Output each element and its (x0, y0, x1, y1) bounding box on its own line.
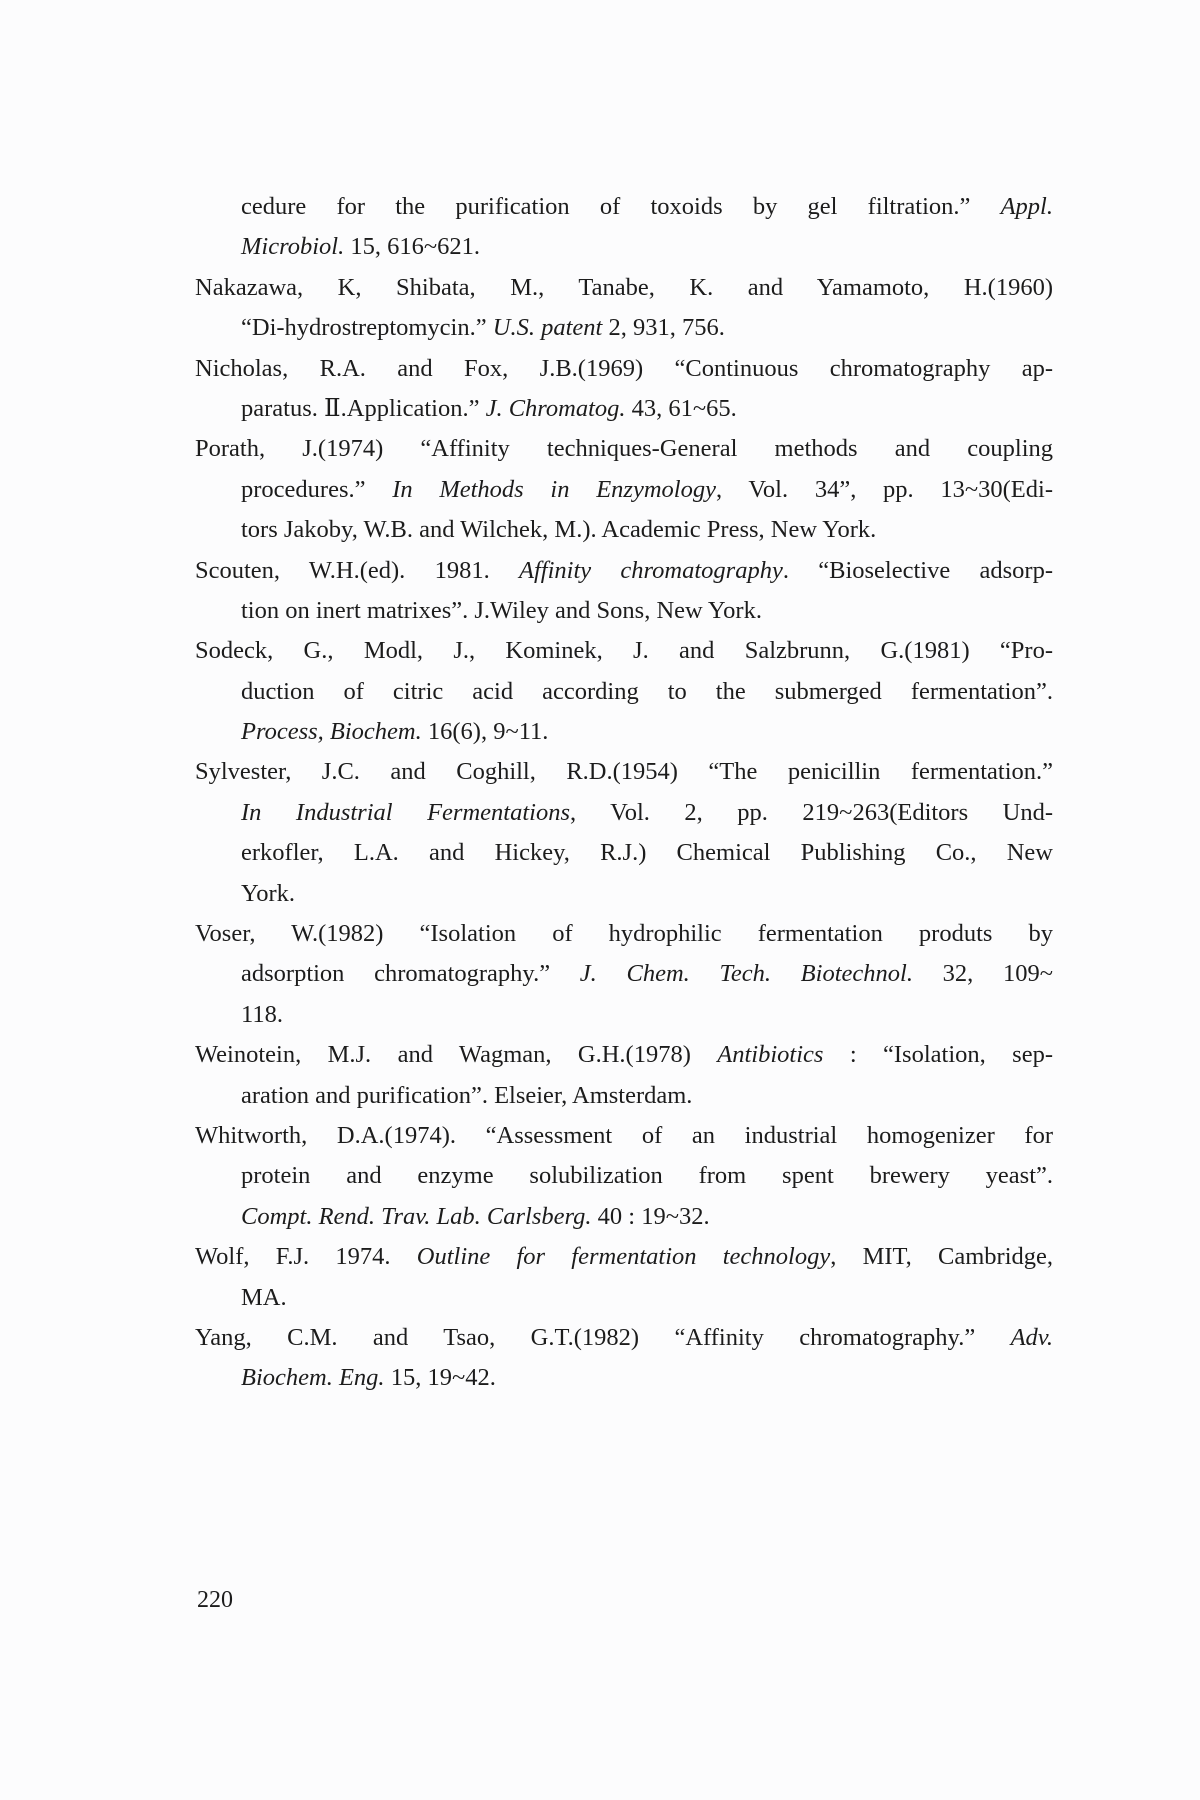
reference-line (195, 1237, 1053, 1277)
text: duction of citric acid according to the submerged fermentation”. (241, 677, 1053, 705)
reference-line (241, 995, 1053, 1035)
reference-line (241, 833, 1053, 873)
reference-entry (195, 1318, 1053, 1399)
text: Sylvester, J.C. and Coghill, R.D.(1954) “The penicillin fermentation.” (195, 758, 1053, 786)
reference-entry (195, 429, 1053, 550)
reference-entry (195, 268, 1053, 349)
reference-line (241, 874, 1053, 914)
reference-line (241, 1156, 1053, 1196)
text: Scouten, W.H.(ed). 1981. (195, 556, 519, 584)
text: aration and purification”. Elseier, Amsterdam. (241, 1081, 693, 1109)
text: cedure for the purification of toxoids by gel filtration.” (241, 193, 1001, 220)
reference-line (195, 268, 1053, 308)
text: erkofler, L.A. and Hickey, R.J.) Chemical Publishing Co., New (241, 839, 1053, 867)
text: . “Bioselective adsorp- (782, 556, 1053, 584)
reference-line (241, 308, 1053, 348)
reference-entry (195, 551, 1053, 632)
reference-line (195, 551, 1053, 591)
text: 16(6), 9~11. (421, 718, 549, 746)
italic-text: Appl. (1000, 193, 1053, 220)
reference-line (195, 1116, 1053, 1156)
reference-entry (195, 1237, 1053, 1318)
reference-line (241, 227, 1053, 267)
text: Whitworth, D.A.(1974). “Assessment of an industrial homogenizer for (195, 1121, 1053, 1149)
text: tion on inert matrixes”. J.Wiley and Sons, New York. (241, 596, 762, 624)
italic-text: J. Chromatog. (485, 394, 626, 422)
reference-line (241, 1076, 1053, 1116)
page-number: 220 (197, 1587, 233, 1613)
reference-entry (195, 1035, 1053, 1116)
reference-line (241, 1278, 1053, 1318)
text: Wolf, F.J. 1974. (195, 1243, 417, 1271)
reference-line (241, 672, 1053, 712)
text: York. (241, 879, 296, 907)
italic-text: In Methods in Enzymology (392, 475, 716, 503)
text: procedures.” (241, 475, 393, 503)
reference-entry (195, 1116, 1053, 1237)
reference-entry (195, 914, 1053, 1035)
text: Nakazawa, K, Shibata, M., Tanabe, K. and Yamamoto, H.(1960) (195, 273, 1053, 301)
text: tors Jakoby, W.B. and Wilchek, M.). Academic Press, New York. (241, 516, 877, 544)
text: MA. (241, 1283, 287, 1311)
text: 2, 931, 756. (602, 314, 725, 342)
text: Weinotein, M.J. and Wagman, G.H.(1978) (195, 1041, 718, 1069)
reference-line (195, 1035, 1053, 1075)
italic-text: Microbiol. (241, 233, 345, 261)
reference-line (241, 510, 1053, 550)
text: 32, 109~ (912, 960, 1053, 988)
text: paratus. Ⅱ.Application.” (241, 394, 486, 422)
reference-line (195, 631, 1053, 671)
reference-entry (195, 752, 1053, 914)
text: , Vol. 2, pp. 219~263(Editors Und- (569, 798, 1053, 826)
text: Yang, C.M. and Tsao, G.T.(1982) “Affinity chromatography.” (195, 1323, 1011, 1351)
reference-list (195, 187, 1053, 1399)
italic-text: In Industrial Fermentations (241, 798, 570, 826)
italic-text: Antibiotics (717, 1041, 824, 1069)
text: , Vol. 34”, pp. 13~30(Edi- (715, 475, 1053, 503)
reference-line (241, 470, 1053, 510)
text: “Di-hydrostreptomycin.” (241, 314, 493, 342)
reference-entry (195, 349, 1053, 430)
reference-line (241, 954, 1053, 994)
text: 15, 19~42. (384, 1364, 496, 1392)
italic-text: Affinity chromatography (519, 556, 783, 584)
text: 43, 61~65. (625, 394, 737, 422)
text: : “Isolation, sep- (823, 1041, 1053, 1069)
text: Nicholas, R.A. and Fox, J.B.(1969) “Continuous chromatography ap- (195, 354, 1053, 382)
reference-line (241, 591, 1053, 631)
reference-line (241, 389, 1053, 429)
reference-line (195, 349, 1053, 389)
text: 15, 616~621. (344, 233, 480, 261)
reference-entry (195, 631, 1053, 752)
italic-text: Compt. Rend. Trav. Lab. Carlsberg. (241, 1202, 592, 1230)
reference-line (241, 1358, 1053, 1398)
reference-line (195, 914, 1053, 954)
reference-line (241, 793, 1053, 833)
text: 118. (241, 1000, 283, 1028)
text: adsorption chromatography.” (241, 960, 580, 988)
text: protein and enzyme solubilization from spent brewery yeast”. (241, 1162, 1053, 1190)
reference-line (241, 1197, 1053, 1237)
text: Sodeck, G., Modl, J., Kominek, J. and Salzbrunn, G.(1981) “Pro- (195, 637, 1053, 665)
italic-text: Process, Biochem. (241, 718, 422, 746)
reference-line (195, 1318, 1053, 1358)
reference-line (195, 752, 1053, 792)
reference-entry (195, 187, 1053, 268)
text: , MIT, Cambridge, (830, 1243, 1053, 1271)
italic-text: Outline for fermentation technology (416, 1243, 831, 1271)
text: 40 : 19~32. (591, 1202, 710, 1230)
text: Voser, W.(1982) “Isolation of hydrophilic fermentation produts by (195, 920, 1053, 948)
italic-text: J. Chem. Tech. Biotechnol. (579, 960, 913, 988)
italic-text: Adv. (1010, 1323, 1053, 1351)
text: Porath, J.(1974) “Affinity techniques-General methods and coupling (195, 435, 1053, 463)
italic-text: U.S. patent (492, 314, 603, 342)
reference-line (195, 429, 1053, 469)
italic-text: Biochem. Eng. (241, 1364, 385, 1392)
reference-line (241, 712, 1053, 752)
reference-line (241, 187, 1053, 227)
